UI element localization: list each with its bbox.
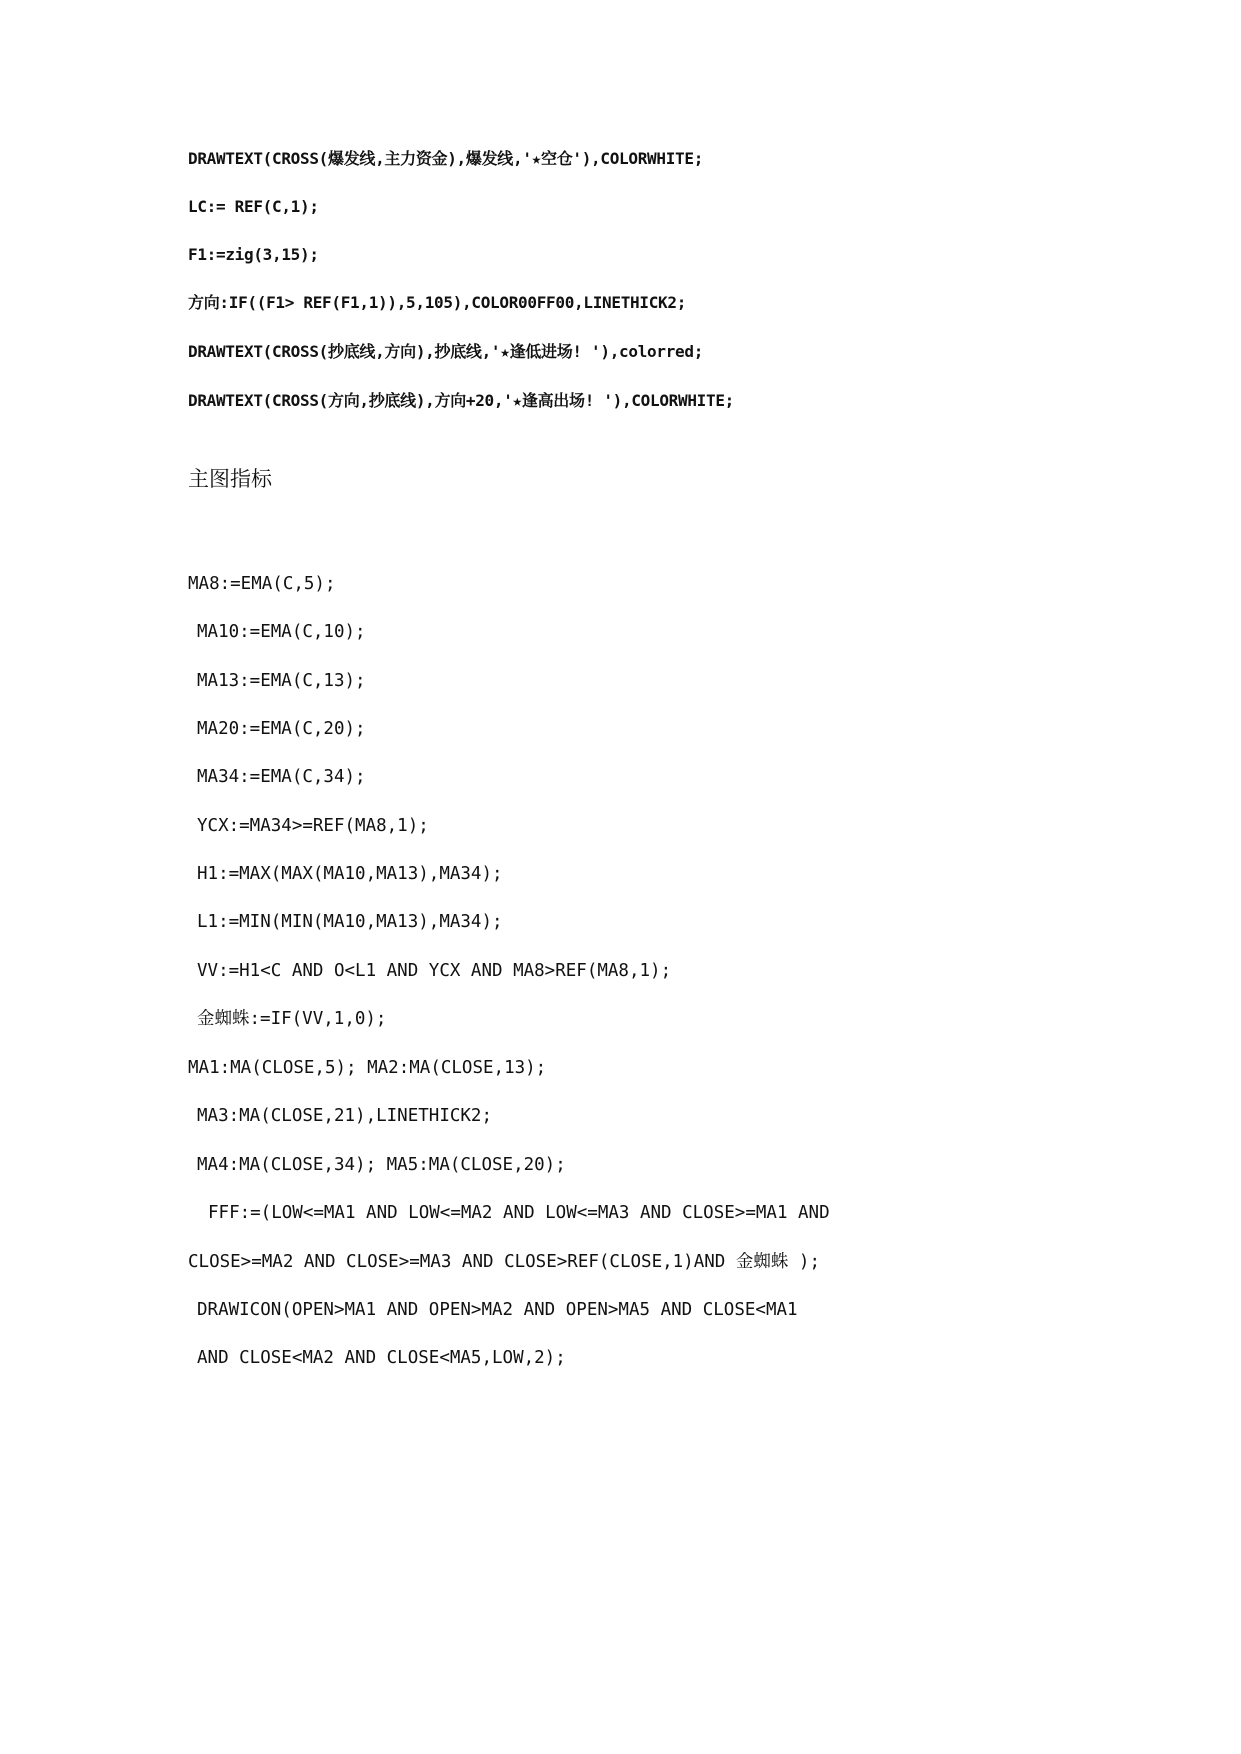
- code-line: DRAWICON(OPEN>MA1 AND OPEN>MA2 AND OPEN>MA5 AND CLOSE<MA1: [197, 1300, 798, 1320]
- code-line: DRAWTEXT(CROSS(方向,抄底线),方向+20,'★逢高出场! '),COLORWHITE;: [188, 391, 735, 410]
- code-line: MA13:=EMA(C,13);: [197, 671, 366, 691]
- code-line: MA3:MA(CLOSE,21),LINETHICK2;: [197, 1106, 493, 1126]
- code-line: H1:=MAX(MAX(MA10,MA13),MA34);: [197, 864, 503, 884]
- code-line: DRAWTEXT(CROSS(抄底线,方向),抄底线,'★逢低进场! '),colorred;: [188, 342, 704, 361]
- code-line: 金蜘蛛:=IF(VV,1,0);: [197, 1009, 387, 1029]
- code-line: MA1:MA(CLOSE,5); MA2:MA(CLOSE,13);: [188, 1058, 547, 1078]
- code-line: YCX:=MA34>=REF(MA8,1);: [197, 816, 429, 836]
- code-line: CLOSE>=MA2 AND CLOSE>=MA3 AND CLOSE>REF(CLOSE,1)AND 金蜘蛛 );: [188, 1252, 820, 1272]
- code-line: AND CLOSE<MA2 AND CLOSE<MA5,LOW,2);: [197, 1348, 566, 1368]
- code-line: F1:=zig(3,15);: [188, 245, 319, 264]
- code-line: MA8:=EMA(C,5);: [188, 574, 336, 594]
- code-line: DRAWTEXT(CROSS(爆发线,主力资金),爆发线,'★空仓'),COLORWHITE;: [188, 149, 704, 168]
- code-line: MA34:=EMA(C,34);: [197, 767, 366, 787]
- section-heading: 主图指标: [188, 467, 272, 491]
- code-line: LC:= REF(C,1);: [188, 197, 319, 216]
- code-line: FFF:=(LOW<=MA1 AND LOW<=MA2 AND LOW<=MA3 AND CLOSE>=MA1 AND: [208, 1203, 830, 1223]
- code-line: VV:=H1<C AND O<L1 AND YCX AND MA8>REF(MA8,1);: [197, 961, 672, 981]
- code-line: MA4:MA(CLOSE,34); MA5:MA(CLOSE,20);: [197, 1155, 566, 1175]
- code-line: 方向:IF((F1> REF(F1,1)),5,105),COLOR00FF00,LINETHICK2;: [188, 293, 687, 312]
- code-line: L1:=MIN(MIN(MA10,MA13),MA34);: [197, 912, 503, 932]
- code-line: MA10:=EMA(C,10);: [197, 622, 366, 642]
- code-line: MA20:=EMA(C,20);: [197, 719, 366, 739]
